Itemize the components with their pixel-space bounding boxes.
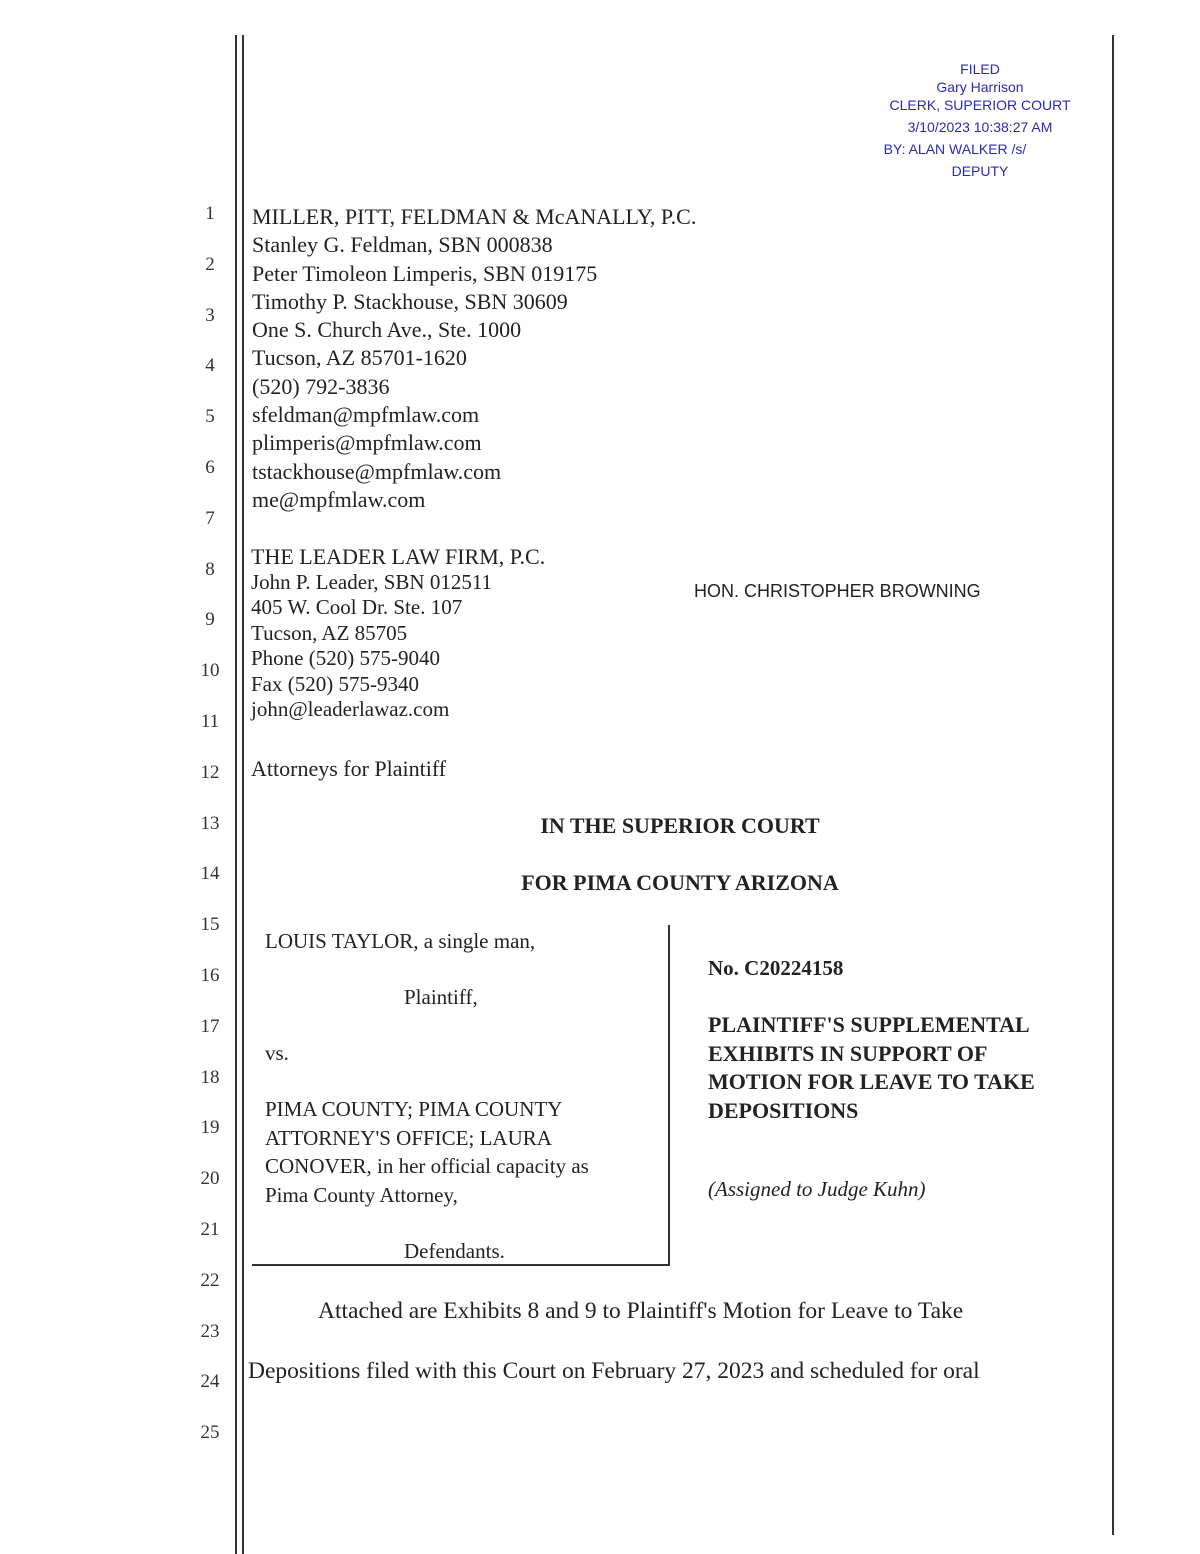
line-number: 16: [200, 965, 220, 986]
line-number: 2: [205, 253, 215, 275]
phone-line: (520) 792-3836: [252, 373, 390, 399]
firm2-block: [251, 544, 545, 723]
firm-name: MILLER, PITT, FELDMAN & McANALLY, P.C.: [252, 204, 697, 229]
line-number: 25: [200, 1422, 220, 1444]
plaintiff-name: LOUIS TAYLOR, a single man,: [265, 929, 536, 953]
line-number: 23: [200, 1320, 220, 1342]
defendants-role: Defendants.: [404, 1239, 505, 1263]
body-line: Depositions filed with this Court on February 27, 2023 and scheduled for oral: [248, 1358, 980, 1384]
line-number: 15: [200, 914, 220, 936]
line-number: 24: [200, 1371, 220, 1393]
defendant-line: ATTORNEY'S OFFICE; LAURA: [265, 1125, 552, 1150]
stamp-line: BY: ALAN WALKER /s/: [883, 141, 1027, 157]
stamp-line: 3/10/2023 10:38:27 AM: [907, 119, 1053, 135]
email-line: plimperis@mpfmlaw.com: [252, 430, 482, 456]
email-line: me@mpfmlaw.com: [252, 486, 426, 512]
line-number: 12: [200, 761, 220, 783]
attorney-line: Peter Timoleon Limperis, SBN 019175: [252, 260, 598, 286]
title-line: PLAINTIFF'S SUPPLEMENTAL: [708, 1012, 1030, 1037]
line-number: 5: [205, 406, 215, 428]
defendant-line: PIMA COUNTY; PIMA COUNTY: [265, 1097, 563, 1121]
stamp-line: CLERK, SUPERIOR COURT: [889, 97, 1071, 113]
attorney-line: Stanley G. Feldman, SBN 000838: [252, 232, 553, 258]
line-number: 8: [205, 558, 215, 580]
assigned-judge: (Assigned to Judge Kuhn): [708, 1177, 926, 1201]
line-number: 4: [205, 355, 215, 377]
email-line: tstackhouse@mpfmlaw.com: [252, 458, 502, 484]
line-number: 6: [205, 457, 215, 478]
stamp-line: DEPUTY: [951, 163, 1009, 179]
email-line: john@leaderlawaz.com: [251, 697, 450, 721]
line-number: 9: [205, 609, 215, 631]
case-number: No. C20224158: [708, 956, 844, 980]
line-number: 11: [200, 711, 220, 732]
versus: vs.: [265, 1041, 289, 1065]
attorney-line: John P. Leader, SBN 012511: [251, 569, 493, 594]
plaintiff-role: Plaintiff,: [404, 985, 478, 1009]
defendants-block: [265, 1095, 589, 1209]
line-number: 7: [205, 507, 215, 529]
line-number: 1: [205, 203, 215, 224]
attorney-line: Timothy P. Stackhouse, SBN 30609: [252, 288, 568, 314]
defendant-line: CONOVER, in her official capacity as: [265, 1154, 589, 1178]
court-county: FOR PIMA COUNTY ARIZONA: [521, 870, 839, 895]
court-title: IN THE SUPERIOR COURT: [540, 813, 820, 838]
firm-name: THE LEADER LAW FIRM, P.C.: [251, 544, 546, 569]
line-number: 18: [200, 1066, 220, 1088]
address-line: Tucson, AZ 85701-1620: [252, 345, 467, 371]
defendant-line: Pima County Attorney,: [265, 1182, 458, 1207]
firm1-block: [252, 203, 696, 514]
fax-line: Fax (520) 575-9340: [251, 671, 419, 696]
stamp-line: Gary Harrison: [936, 79, 1024, 95]
attorneys-for: Attorneys for Plaintiff: [251, 756, 447, 781]
address-line: Tucson, AZ 85705: [251, 620, 408, 645]
line-number: 10: [200, 660, 220, 682]
caption-divider: [668, 925, 670, 1265]
filed-stamp: [860, 58, 1100, 182]
line-number: 21: [200, 1219, 220, 1240]
title-line: MOTION FOR LEAVE TO TAKE: [708, 1069, 1035, 1094]
line-number: 17: [200, 1015, 220, 1037]
line-number: 14: [200, 863, 220, 885]
address-line: One S. Church Ave., Ste. 1000: [252, 317, 522, 343]
left-margin-line: [242, 35, 244, 1554]
document-title: [708, 1011, 1035, 1125]
right-margin-line: [1112, 35, 1114, 1535]
line-number: 22: [200, 1269, 220, 1291]
stamp-line: FILED: [960, 61, 1000, 77]
left-margin-line: [235, 35, 237, 1554]
line-number: 3: [205, 304, 215, 326]
title-line: DEPOSITIONS: [708, 1097, 859, 1123]
line-number: 20: [200, 1168, 220, 1190]
title-line: EXHIBITS IN SUPPORT OF: [708, 1040, 988, 1066]
line-number: 13: [200, 812, 220, 834]
judge-name: HON. CHRISTOPHER BROWNING: [694, 581, 981, 601]
address-line: 405 W. Cool Dr. Ste. 107: [251, 595, 463, 619]
email-line: sfeldman@mpfmlaw.com: [252, 402, 480, 428]
phone-line: Phone (520) 575-9040: [251, 646, 440, 670]
line-number: 19: [200, 1117, 220, 1139]
body-line: Attached are Exhibits 8 and 9 to Plaintiff's Motion for Leave to Take: [318, 1298, 964, 1324]
